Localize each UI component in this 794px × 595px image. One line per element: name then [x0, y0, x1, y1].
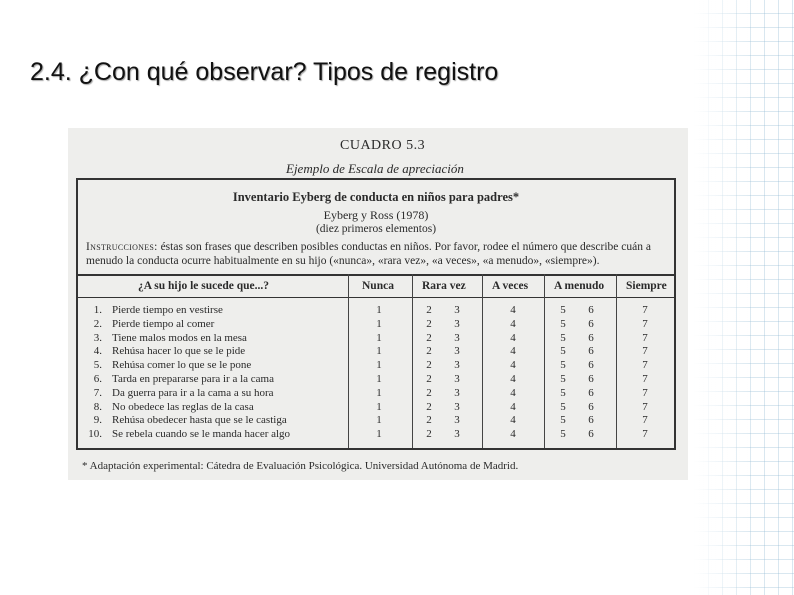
item-text: Se rebela cuando se le manda hacer algo — [112, 428, 291, 441]
rating-scale-table — [76, 178, 676, 450]
instructions — [86, 240, 672, 268]
scale-value: 4 — [510, 428, 516, 441]
item-number: 4. — [93, 345, 102, 358]
scale-value: 7 — [642, 331, 648, 344]
scale-value: 5 — [560, 428, 566, 441]
scale-value: 2 — [426, 428, 432, 441]
item-text: Pierde tiempo al comer — [112, 317, 215, 330]
header-siempre: Siempre — [626, 280, 667, 292]
scale-value: 7 — [642, 414, 648, 427]
scale-value: 2 — [426, 317, 432, 330]
scale-value: 4 — [510, 373, 516, 385]
scale-value: 5 — [560, 359, 566, 372]
cuadro-number: CUADRO 5.3 — [340, 138, 426, 153]
scanned-table-image — [68, 128, 688, 480]
item-number: 10. — [88, 428, 102, 441]
scale-value: 5 — [560, 414, 566, 427]
table-row — [78, 401, 674, 414]
table-row — [78, 345, 674, 358]
scale-value: 2 — [426, 331, 432, 344]
table-row — [78, 373, 674, 386]
scale-value: 7 — [642, 304, 648, 316]
scale-value: 3 — [454, 331, 460, 344]
footnote: * Adaptación experimental: Cátedra de Evaluación Psicológica. Universidad Autónoma de Madrid. — [82, 460, 519, 472]
scale-value: 7 — [642, 317, 648, 330]
scale-value: 4 — [510, 304, 516, 316]
scale-value: 6 — [588, 359, 594, 372]
scale-value: 3 — [454, 428, 460, 441]
scale-value: 1 — [376, 428, 382, 441]
scale-value: 4 — [510, 400, 516, 413]
item-text: Pierde tiempo en vestirse — [112, 304, 223, 316]
header-rara-vez: Rara vez — [422, 280, 466, 292]
scale-value: 4 — [510, 386, 516, 399]
scale-value: 3 — [454, 414, 460, 427]
scale-value: 2 — [426, 373, 432, 385]
table-row — [78, 387, 674, 400]
scale-value: 4 — [510, 331, 516, 344]
scale-value: 1 — [376, 345, 382, 358]
table-row — [78, 428, 674, 441]
table-header — [78, 274, 674, 298]
scale-value: 3 — [454, 359, 460, 372]
scale-value: 3 — [454, 345, 460, 358]
item-number: 3. — [93, 331, 102, 344]
scale-value: 5 — [560, 304, 566, 316]
scale-value: 3 — [454, 373, 460, 385]
inventory-authors: Eyberg y Ross (1978) — [323, 208, 429, 222]
scale-value: 7 — [642, 400, 648, 413]
table-row — [78, 359, 674, 372]
item-text: Rehúsa comer lo que se le pone — [112, 359, 252, 372]
scale-value: 3 — [454, 400, 460, 413]
item-number: 5. — [93, 359, 102, 372]
inventory-note: (diez primeros elementos) — [315, 223, 437, 235]
scale-value: 3 — [454, 304, 460, 316]
instructions-text: éstas son frases que describen posibles conductas en niños. Por favor, rodee el número que describe cuán a menudo la conducta ocurre habitualmente en su hijo («nunca», «rara vez», «a veces», «a menudo», «siempre»). — [86, 241, 651, 267]
scale-value: 1 — [376, 317, 382, 330]
scale-value: 4 — [510, 359, 516, 372]
scale-value: 6 — [588, 414, 594, 427]
scale-value: 1 — [376, 373, 382, 385]
item-text: Rehúsa obedecer hasta que se le castiga — [112, 414, 287, 427]
scale-value: 5 — [560, 331, 566, 344]
scale-value: 4 — [510, 345, 516, 358]
table-row — [78, 318, 674, 331]
table-row — [78, 414, 674, 427]
scale-value: 7 — [642, 386, 648, 399]
scale-value: 1 — [376, 414, 382, 427]
scale-value: 4 — [510, 414, 516, 427]
decorative-grid-background — [694, 0, 794, 595]
scale-value: 1 — [376, 304, 382, 316]
scale-value: 3 — [454, 317, 460, 330]
inventory-title: Inventario Eyberg de conducta en niños para padres* — [232, 190, 520, 204]
item-number: 9. — [93, 414, 102, 427]
scale-value: 2 — [426, 400, 432, 413]
item-number: 1. — [93, 304, 102, 316]
scale-value: 2 — [426, 414, 432, 427]
scale-value: 6 — [588, 317, 594, 330]
scale-value: 5 — [560, 386, 566, 399]
scale-value: 7 — [642, 428, 648, 441]
scale-value: 4 — [510, 317, 516, 330]
scale-value: 1 — [376, 386, 382, 399]
scale-value: 5 — [560, 345, 566, 358]
scale-value: 6 — [588, 386, 594, 399]
header-question: ¿A su hijo le sucede que...? — [138, 280, 269, 292]
header-nunca: Nunca — [362, 280, 394, 292]
instructions-label: Instrucciones: — [86, 241, 158, 253]
scale-value: 1 — [376, 400, 382, 413]
item-number: 8. — [93, 400, 102, 413]
scale-value: 1 — [376, 331, 382, 344]
scale-value: 5 — [560, 400, 566, 413]
scale-value: 1 — [376, 359, 382, 372]
item-text: Rehúsa hacer lo que se le pide — [112, 345, 246, 358]
table-row — [78, 304, 674, 317]
scale-value: 6 — [588, 400, 594, 413]
slide-title: 2.4. ¿Con qué observar? Tipos de registro — [30, 58, 499, 86]
item-text: Tiene malos modos en la mesa — [112, 331, 247, 344]
header-a-menudo: A menudo — [554, 280, 605, 292]
cuadro-subtitle: Ejemplo de Escala de apreciación — [286, 161, 464, 176]
scale-value: 5 — [560, 373, 566, 385]
header-a-veces: A veces — [492, 280, 529, 292]
scale-value: 6 — [588, 345, 594, 358]
item-number: 7. — [93, 386, 102, 399]
scale-value: 2 — [426, 304, 432, 316]
scale-value: 2 — [426, 345, 432, 358]
scale-value: 5 — [560, 317, 566, 330]
scale-value: 3 — [454, 386, 460, 399]
item-number: 2. — [93, 317, 102, 330]
item-number: 6. — [93, 373, 102, 385]
scale-value: 6 — [588, 428, 594, 441]
item-text: No obedece las reglas de la casa — [112, 400, 254, 413]
scale-value: 7 — [642, 345, 648, 358]
scale-value: 6 — [588, 331, 594, 344]
scale-value: 6 — [588, 304, 594, 316]
scale-value: 2 — [426, 359, 432, 372]
scale-value: 6 — [588, 373, 594, 385]
item-text: Tarda en prepararse para ir a la cama — [112, 373, 274, 385]
item-text: Da guerra para ir a la cama a su hora — [112, 386, 274, 399]
scale-value: 7 — [642, 373, 648, 385]
scale-value: 7 — [642, 359, 648, 372]
table-row — [78, 332, 674, 345]
scale-value: 2 — [426, 386, 432, 399]
